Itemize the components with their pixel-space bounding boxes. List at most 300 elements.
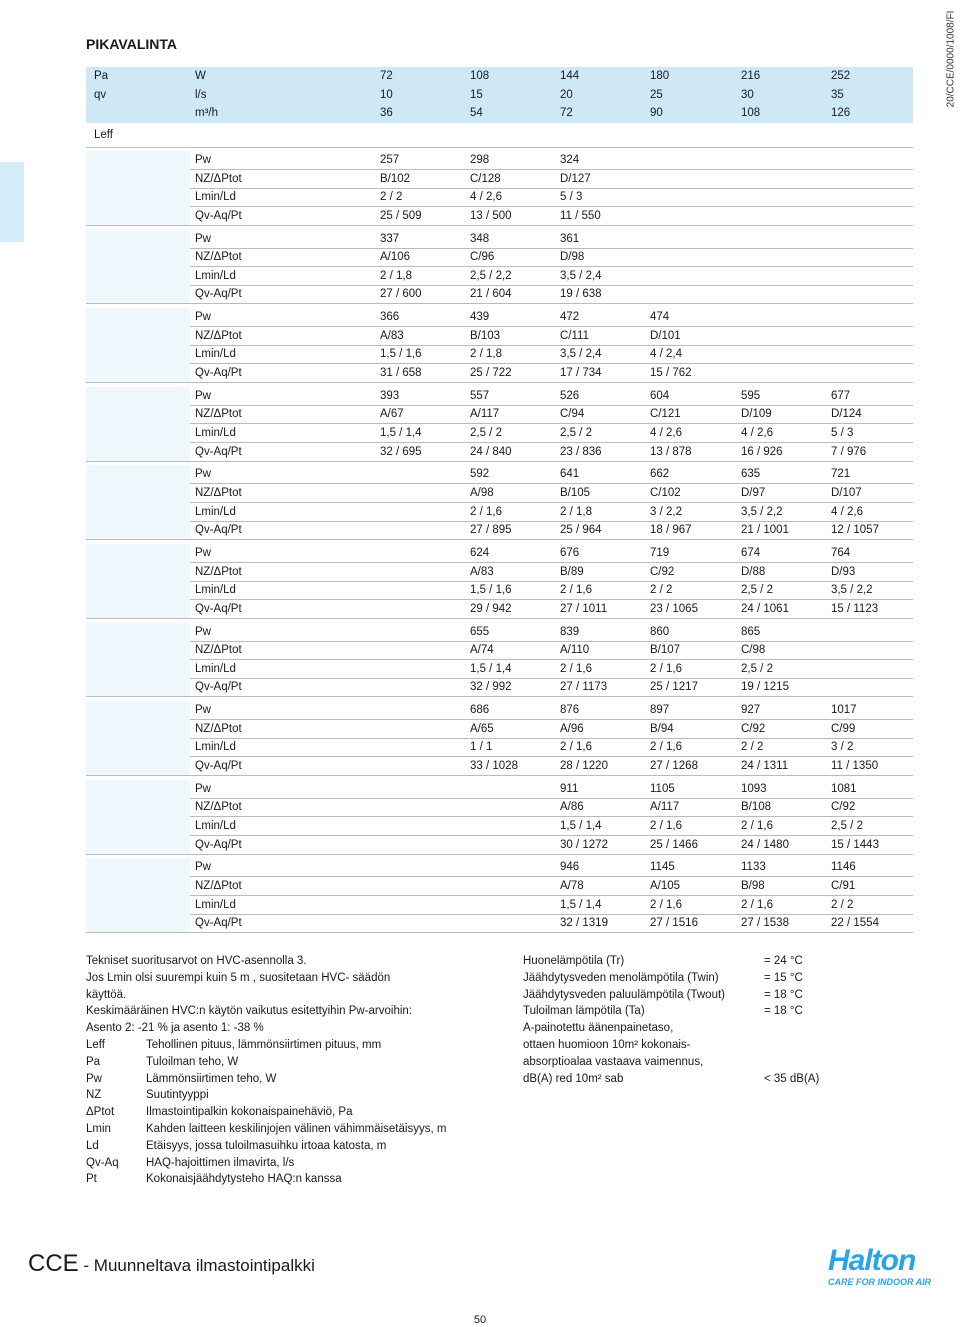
condition-label: Jäähdytysveden menolämpötila (Twin)	[523, 971, 719, 984]
table-cell: 721	[831, 468, 851, 481]
row-label: Qv-Aq/Pt	[195, 445, 242, 458]
table-row	[86, 285, 913, 303]
table-cell: 27 / 600	[380, 288, 422, 301]
side-tab-marker	[0, 162, 24, 242]
table-cell: A/86	[560, 801, 584, 814]
condition-row	[523, 1054, 853, 1071]
table-cell: 2 / 1,8	[380, 269, 412, 282]
table-cell: B/103	[470, 329, 501, 342]
condition-value: = 18 °C	[764, 988, 803, 1001]
table-cell: 28 / 1220	[560, 760, 608, 772]
table-cell: A/117	[470, 408, 500, 421]
table-cell: 1017	[831, 704, 857, 717]
header-value: 72	[560, 107, 573, 119]
table-cell: 337	[380, 232, 400, 245]
table-row	[86, 443, 913, 461]
definition-row	[86, 1138, 506, 1155]
table-cell: 2 / 1,6	[741, 898, 773, 911]
table-cell: 21 / 1001	[741, 524, 789, 537]
row-separator	[86, 696, 913, 697]
table-cell: C/99	[831, 722, 856, 735]
table-cell: A/96	[560, 722, 584, 735]
row-label: NZ/ΔPtot	[195, 329, 242, 342]
table-cell: 1145	[650, 861, 675, 874]
table-cell: B/89	[560, 565, 584, 578]
table-cell: 24 / 1311	[741, 760, 789, 772]
row-separator	[86, 854, 913, 855]
definition-text: Tuloilman teho, W	[146, 1055, 239, 1068]
row-label: Pw	[195, 468, 211, 481]
note-line: Jos Lmin olsi suurempi kuin 5 m , suositetaan HVC- säädön	[86, 971, 391, 984]
table-cell: 3 / 2,2	[650, 505, 682, 518]
table-cell: C/111	[560, 329, 589, 342]
table-cell: 3 / 2	[831, 741, 854, 754]
group-label-band	[86, 780, 190, 854]
row-label: Pw	[195, 704, 211, 717]
table-row	[86, 836, 913, 854]
row-separator	[190, 405, 913, 406]
definition-key: Ld	[86, 1139, 99, 1152]
header-cell: Pa	[94, 70, 109, 82]
row-separator	[86, 225, 913, 226]
row-label: Qv-Aq/Pt	[195, 288, 242, 301]
table-cell: 604	[650, 389, 670, 402]
row-separator	[190, 423, 913, 424]
table-cell: 595	[741, 389, 761, 402]
table-cell: 662	[650, 468, 670, 481]
definition-row	[86, 1087, 506, 1104]
definition-text: Kahden laitteen keskilinjojen välinen vähimmäisetäisyys, m	[146, 1122, 447, 1135]
header-value: 72	[380, 70, 393, 82]
table-cell: B/107	[650, 644, 681, 657]
table-cell: 557	[470, 389, 490, 402]
table-cell: 30 / 1272	[560, 838, 608, 851]
table-cell: A/83	[470, 565, 494, 578]
table-row	[86, 738, 913, 756]
table-cell: B/108	[741, 801, 772, 814]
table-cell: 15 / 1443	[831, 838, 879, 851]
row-label: Lmin/Ld	[195, 898, 236, 911]
table-cell: 2 / 1,6	[560, 741, 592, 754]
table-cell: 624	[470, 547, 490, 559]
table-row	[86, 484, 913, 502]
row-label: Lmin/Ld	[195, 269, 236, 282]
table-row	[86, 701, 913, 719]
row-separator	[190, 188, 913, 189]
logo-brand: Halton	[828, 1244, 916, 1277]
row-label: NZ/ΔPtot	[195, 801, 242, 814]
table-cell: 24 / 1061	[741, 602, 789, 615]
condition-row	[523, 970, 853, 987]
row-label: Qv-Aq/Pt	[195, 760, 242, 772]
table-cell: A/110	[560, 644, 590, 657]
table-cell: C/96	[470, 251, 495, 264]
table-cell: D/124	[831, 408, 862, 421]
header-value: 30	[741, 89, 754, 101]
table-row	[86, 465, 913, 483]
header-value: 126	[831, 107, 851, 119]
table-cell: 686	[470, 704, 490, 717]
row-label: Lmin/Ld	[195, 505, 236, 518]
header-value: 108	[741, 107, 761, 119]
table-cell: 3,5 / 2,4	[560, 269, 602, 282]
note-line: Keskimääräinen HVC:n käytön vaikutus esitettyihin Pw-arvoihin:	[86, 1005, 412, 1018]
table-cell: 25 / 1466	[650, 838, 698, 851]
table-cell: 2 / 1,8	[560, 505, 592, 518]
table-cell: 393	[380, 389, 400, 402]
table-row	[86, 207, 913, 225]
row-label: NZ/ΔPtot	[195, 172, 242, 185]
condition-row	[523, 1020, 853, 1037]
row-label: Pw	[195, 861, 211, 874]
row-separator	[190, 345, 913, 346]
header-value: 25	[650, 89, 663, 101]
table-cell: 2 / 1,6	[650, 741, 682, 754]
table-cell: 27 / 1173	[560, 681, 608, 694]
table-cell: 27 / 1538	[741, 917, 789, 930]
definition-key: Pw	[86, 1072, 102, 1085]
table-cell: 1146	[831, 861, 856, 874]
row-separator	[190, 641, 913, 642]
table-cell: 16 / 926	[741, 445, 783, 458]
row-label: NZ/ΔPtot	[195, 487, 242, 499]
table-cell: C/94	[560, 408, 585, 421]
row-label: Pw	[195, 625, 211, 638]
table-cell: C/92	[741, 722, 766, 735]
row-label: NZ/ΔPtot	[195, 722, 242, 735]
table-cell: 19 / 1215	[741, 681, 789, 694]
table-cell: 439	[470, 311, 490, 324]
group-label-band	[86, 387, 190, 461]
definition-row	[86, 1104, 506, 1121]
group-label-band	[86, 623, 190, 697]
table-cell: 27 / 1516	[650, 917, 698, 930]
header-row	[86, 67, 913, 85]
header-row	[86, 86, 913, 104]
row-label: NZ/ΔPtot	[195, 251, 242, 264]
table-cell: 25 / 964	[560, 524, 602, 537]
definition-text: Lämmönsiirtimen teho, W	[146, 1072, 277, 1085]
table-cell: 11 / 550	[560, 209, 601, 222]
definition-text: Kokonaisjäähdytysteho HAQ:n kanssa	[146, 1173, 342, 1186]
table-cell: A/105	[650, 880, 681, 892]
table-cell: A/78	[560, 880, 584, 892]
header-value: 10	[380, 89, 393, 101]
header-unit: W	[195, 70, 206, 82]
table-cell: 1,5 / 1,4	[470, 662, 512, 675]
row-separator	[190, 363, 913, 364]
row-label: Qv-Aq/Pt	[195, 602, 242, 615]
row-label: Qv-Aq/Pt	[195, 917, 242, 930]
table-cell: 32 / 695	[380, 445, 422, 458]
table-row	[86, 151, 913, 169]
table-row	[86, 308, 913, 326]
row-separator	[190, 521, 913, 522]
row-separator	[190, 756, 913, 757]
row-label: Pw	[195, 782, 211, 795]
table-cell: D/97	[741, 487, 766, 499]
table-cell: 839	[560, 625, 580, 638]
definition-text: Etäisyys, jossa tuloilmasuihku irtoaa katosta, m	[146, 1139, 387, 1152]
table-row	[86, 248, 913, 266]
table-cell: 2 / 1,6	[650, 662, 682, 675]
table-row	[86, 581, 913, 599]
table-cell: 677	[831, 389, 851, 402]
table-cell: 860	[650, 625, 670, 638]
row-label: Lmin/Ld	[195, 820, 236, 832]
table-cell: 11 / 1350	[831, 760, 879, 772]
header-cell: qv	[94, 89, 107, 101]
product-subtitle: - Muunneltava ilmastointipalkki	[78, 1256, 315, 1275]
row-separator	[190, 206, 913, 207]
table-cell: 764	[831, 547, 851, 559]
header-value: 20	[560, 89, 573, 101]
header-unit: m³/h	[195, 107, 218, 119]
table-row	[86, 503, 913, 521]
table-cell: 3,5 / 2,4	[560, 348, 602, 361]
table-cell: 2,5 / 2	[741, 584, 773, 597]
table-cell: B/102	[380, 172, 411, 185]
table-cell: C/102	[650, 487, 681, 499]
page-number: 50	[473, 1314, 487, 1326]
row-label: NZ/ΔPtot	[195, 565, 242, 578]
table-cell: 2 / 2	[741, 741, 764, 754]
table-row	[86, 364, 913, 382]
table-cell: 1,5 / 1,6	[380, 348, 422, 361]
table-cell: 946	[560, 861, 580, 874]
header-unit: l/s	[195, 89, 207, 101]
table-cell: 24 / 1480	[741, 838, 789, 851]
row-separator	[190, 876, 913, 877]
table-cell: 897	[650, 704, 670, 717]
table-cell: B/105	[560, 487, 591, 499]
note-line: Asento 2: -21 % ja asento 1: -38 %	[86, 1022, 264, 1035]
table-cell: 22 / 1554	[831, 917, 879, 930]
header-value: 216	[741, 70, 761, 82]
row-separator	[190, 248, 913, 249]
table-cell: 18 / 967	[650, 524, 692, 537]
table-cell: A/74	[470, 644, 494, 657]
table-cell: D/98	[560, 251, 585, 264]
leff-header-label: Leff	[94, 129, 113, 141]
table-cell: 23 / 1065	[650, 602, 698, 615]
table-cell: 2,5 / 2	[741, 662, 773, 675]
table-row	[86, 757, 913, 775]
table-cell: 19 / 638	[560, 288, 602, 301]
table-row	[86, 405, 913, 423]
condition-label: Huonelämpötila (Tr)	[523, 955, 625, 967]
row-separator	[190, 266, 913, 267]
condition-value: = 18 °C	[764, 1005, 803, 1018]
table-row	[86, 387, 913, 405]
definition-row	[86, 1121, 506, 1138]
table-cell: 25 / 509	[380, 209, 422, 222]
table-cell: 2,5 / 2	[831, 820, 863, 832]
table-cell: D/107	[831, 487, 862, 499]
table-cell: 865	[741, 625, 761, 638]
row-label: NZ/ΔPtot	[195, 644, 242, 657]
table-cell: B/98	[741, 880, 765, 892]
table-cell: 23 / 836	[560, 445, 602, 458]
row-separator	[86, 775, 913, 776]
row-separator	[86, 618, 913, 619]
table-cell: 5 / 3	[831, 427, 854, 439]
header-value: 180	[650, 70, 670, 82]
row-label: Pw	[195, 154, 211, 166]
table-cell: 5 / 3	[560, 191, 583, 204]
condition-row	[523, 953, 853, 970]
row-separator	[190, 798, 913, 799]
row-separator	[86, 461, 913, 462]
header-value: 108	[470, 70, 490, 82]
table-cell: 4 / 2,6	[470, 191, 502, 204]
header-value: 144	[560, 70, 580, 82]
table-cell: 927	[741, 704, 761, 717]
note-line: Tekniset suoritusarvot on HVC-asennolla 3.	[86, 955, 307, 967]
row-label: Lmin/Ld	[195, 191, 236, 204]
table-cell: 2,5 / 2	[560, 427, 592, 439]
definition-text: HAQ-hajoittimen ilmavirta, l/s	[146, 1156, 295, 1169]
group-label-band	[86, 701, 190, 775]
table-cell: 4 / 2,4	[650, 348, 682, 361]
note-line: käyttöä.	[86, 988, 127, 1001]
table-cell: 7 / 976	[831, 445, 867, 458]
row-separator	[86, 303, 913, 304]
table-cell: 13 / 500	[470, 209, 512, 222]
table-cell: 32 / 1319	[560, 917, 608, 930]
row-separator	[190, 483, 913, 484]
group-label-band	[86, 230, 190, 304]
table-row	[86, 817, 913, 835]
table-cell: C/92	[831, 801, 856, 814]
table-cell: 21 / 604	[470, 288, 512, 301]
table-cell: 15 / 762	[650, 367, 692, 379]
table-cell: 298	[470, 154, 490, 166]
row-label: Pw	[195, 547, 211, 559]
group-label-band	[86, 544, 190, 618]
condition-label: A-painotettu äänenpainetaso,	[523, 1022, 674, 1035]
row-label: Qv-Aq/Pt	[195, 209, 242, 222]
table-cell: 2 / 1,6	[560, 662, 592, 675]
table-cell: D/101	[650, 329, 681, 342]
group-label-band	[86, 151, 190, 225]
row-separator	[190, 719, 913, 720]
row-separator	[190, 895, 913, 896]
definition-key: ΔPtot	[86, 1106, 115, 1119]
table-cell: 31 / 658	[380, 367, 422, 379]
row-separator	[190, 442, 913, 443]
table-cell: C/128	[470, 172, 501, 185]
header-value: 54	[470, 107, 483, 119]
row-separator	[190, 169, 913, 170]
row-label: Lmin/Ld	[195, 348, 236, 361]
definition-row	[86, 1171, 506, 1188]
row-label: Lmin/Ld	[195, 427, 236, 439]
table-cell: 2 / 2	[380, 191, 403, 204]
row-label: Lmin/Ld	[195, 662, 236, 675]
table-cell: 24 / 840	[470, 445, 512, 458]
table-cell: A/67	[380, 408, 404, 421]
table-row	[86, 678, 913, 696]
table-cell: 1093	[741, 782, 767, 795]
table-cell: D/127	[560, 172, 591, 185]
row-separator	[190, 326, 913, 327]
table-cell: C/92	[650, 565, 675, 578]
definition-text: Tehollinen pituus, lämmönsiirtimen pituus, mm	[146, 1038, 382, 1051]
table-cell: 348	[470, 232, 490, 245]
table-cell: 2 / 1,6	[470, 505, 502, 518]
table-cell: 4 / 2,6	[650, 427, 682, 439]
condition-value: = 15 °C	[764, 971, 803, 984]
row-separator	[86, 539, 913, 540]
table-row	[86, 896, 913, 914]
row-label: Qv-Aq/Pt	[195, 367, 242, 379]
row-label: NZ/ΔPtot	[195, 408, 242, 421]
group-label-band	[86, 465, 190, 539]
condition-value: = 24 °C	[764, 955, 803, 967]
definition-row	[86, 1037, 506, 1054]
table-cell: 13 / 878	[650, 445, 692, 458]
row-label: NZ/ΔPtot	[195, 880, 242, 892]
table-cell: 2 / 1,8	[470, 348, 502, 361]
table-row	[86, 877, 913, 895]
table-row	[86, 641, 913, 659]
table-row	[86, 327, 913, 345]
table-cell: 1,5 / 1,4	[560, 820, 602, 832]
row-label: Lmin/Ld	[195, 741, 236, 754]
table-cell: 1105	[650, 782, 675, 795]
separator-line	[86, 147, 913, 148]
definition-key: Qv-Aq	[86, 1156, 119, 1169]
definition-key: Pa	[86, 1055, 101, 1068]
definition-row	[86, 1071, 506, 1088]
notes-left	[86, 953, 506, 1188]
header-value: 252	[831, 70, 851, 82]
table-row	[86, 424, 913, 442]
table-cell: 3,5 / 2,2	[831, 584, 873, 597]
table-cell: D/88	[741, 565, 766, 578]
condition-value: < 35 dB(A)	[764, 1072, 820, 1085]
row-separator	[190, 914, 913, 915]
table-cell: 25 / 722	[470, 367, 512, 379]
page-title: PIKAVALINTA	[86, 36, 177, 52]
table-cell: 674	[741, 547, 761, 559]
table-cell: 676	[560, 547, 580, 559]
condition-label: Tuloilman lämpötila (Ta)	[523, 1005, 645, 1018]
table-cell: 1081	[831, 782, 857, 795]
row-separator	[190, 502, 913, 503]
table-cell: 2,5 / 2,2	[470, 269, 512, 282]
table-cell: 25 / 1217	[650, 681, 698, 694]
table-row	[86, 720, 913, 738]
table-row	[86, 563, 913, 581]
table-cell: 2 / 1,6	[560, 584, 592, 597]
table-cell: 2 / 1,6	[650, 898, 682, 911]
row-separator	[190, 285, 913, 286]
table-cell: D/109	[741, 408, 772, 421]
table-cell: 33 / 1028	[470, 760, 518, 772]
table-cell: 27 / 1011	[560, 602, 608, 615]
table-cell: 1,5 / 1,4	[560, 898, 602, 911]
table-row	[86, 188, 913, 206]
condition-row	[523, 1037, 853, 1054]
product-code: CCE	[28, 1250, 79, 1277]
halton-logo	[828, 1246, 948, 1292]
table-cell: 29 / 942	[470, 602, 512, 615]
notes-right	[523, 953, 853, 1087]
table-cell: 526	[560, 389, 580, 402]
row-separator	[86, 932, 913, 933]
